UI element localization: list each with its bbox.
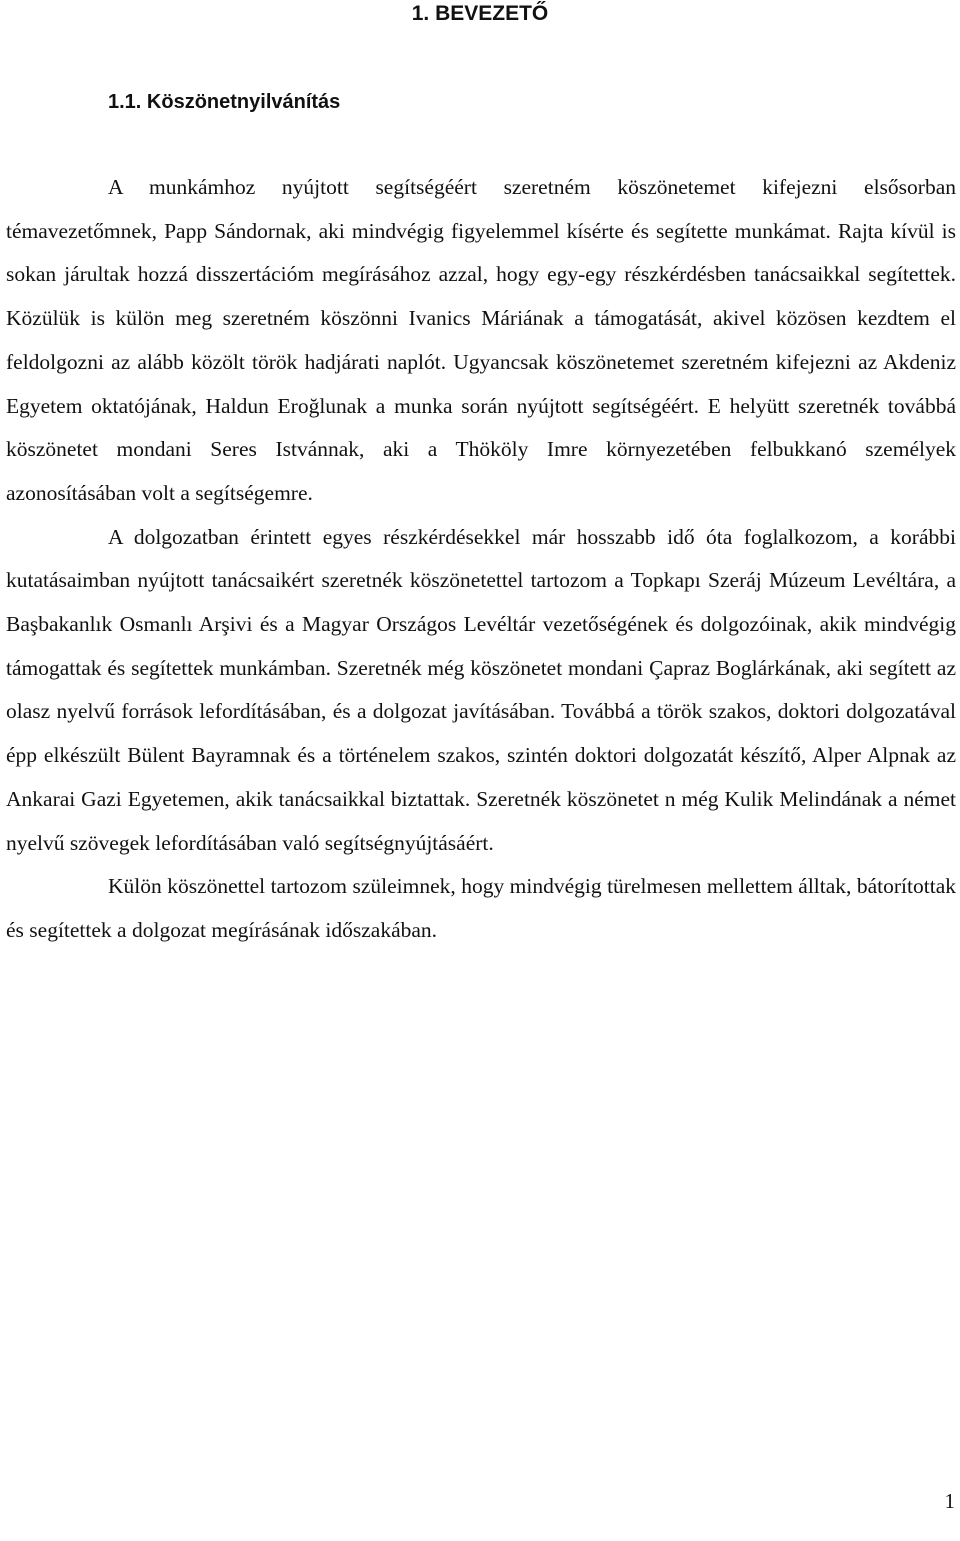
section-title: 1.1. Köszönetnyilvánítás	[108, 91, 341, 113]
chapter-title: 1. BEVEZETŐ	[411, 2, 549, 25]
body-text	[6, 166, 956, 953]
paragraph-acknowledgements-archives: A dolgozatban érintett egyes részkérdésekkel már hosszabb idő óta foglalkozom, a korábbi kutatásaimban nyújtott tanácsaikért szeretnék köszönetettel tartozom a Topkapı Szeráj Múzeum Levéltára, a Başbakanlık Osmanlı Arşivi és a Magyar Országos Levéltár vezetőségének és dolgozóinak, akik mindvégig támogattak és segítettek munkámban. Szeretnék még köszönetet mondani Çapraz Boglárkának, aki segített az olasz nyelvű források lefordításában, és a dolgozat javításában. Továbbá a török szakos, doktori dolgozatával épp elkészült Bülent Bayramnak és a történelem szakos, szintén doktori dolgozatát készítő, Alper Alpnak az Ankarai Gazi Egyetemen, akik tanácsaikkal biztattak. Szeretnék köszönetet n még Kulik Melindának a német nyelvű szövegek lefordításában való segítségnyújtásáért.	[6, 524, 956, 855]
paragraph-acknowledgements-supervisor: A munkámhoz nyújtott segítségéért szeretném köszönetemet kifejezni elsősorban témavezetőmnek, Papp Sándornak, aki mindvégig figyelemmel kísérte és segítette munkámat. Rajta kívül is sokan járultak hozzá disszertációm megírásához azzal, hogy egy-egy részkérdésben tanácsaikkal segítettek. Közülük is külön meg szeretném köszönni Ivanics Máriának a támogatását, akivel közösen kezdtem el feldolgozni az alább közölt török hadjárati naplót. Ugyancsak köszönetemet szeretném kifejezni az Akdeniz Egyetem oktatójának, Haldun Eroğlunak a munka során nyújtott segítségéért. E helyütt szeretnék továbbá köszönetet mondani Seres Istvánnak, aki a Thököly Imre környezetében felbukkanó személyek azonosításában volt a segítségemre.	[6, 175, 956, 505]
paragraph-acknowledgements-parents: Külön köszönettel tartozom szüleimnek, hogy mindvégig türelmesen mellettem álltak, bátorítottak és segítettek a dolgozat megírásának időszakában.	[6, 874, 956, 942]
page-number: 1	[944, 1489, 955, 1513]
